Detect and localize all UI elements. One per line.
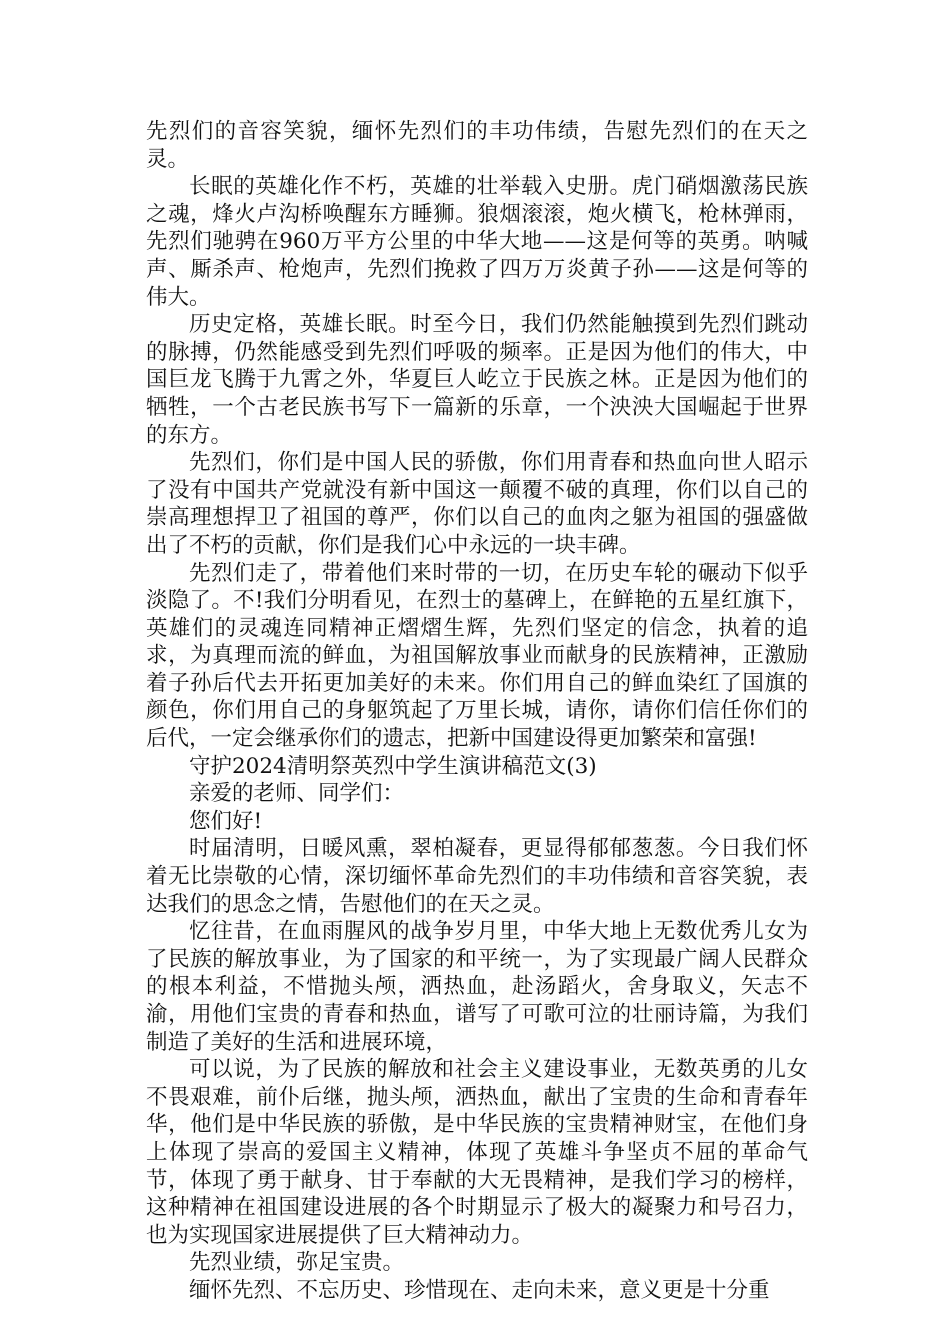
paragraph-martyrs-left: 先烈们走了，带着他们来时带的一切，在历史车轮的碾动下似乎淡隐了。不!我们分明看见，在烈士的墓碑上，在鲜艳的五星红旗下，英雄们的灵魂连同精神正熠熠生辉，先烈们坚定的信念，执着的追求，为真理而流的鲜血，为祖国解放事业而献身的民族精神，正激励着子孙后代去开拓更加美好的未来。你们用自己的鲜血染红了国旗的颜色，你们用自己的身躯筑起了万里长城，请你，请你们信任你们的后代，一定会继承你们的遗志，把新中国建设得更加繁荣和富强! (146, 560, 808, 752)
paragraph-precious-deeds: 先烈业绩，弥足宝贵。 (189, 1250, 405, 1276)
paragraph-pride-of-people: 先烈们，你们是中国人民的骄傲，你们用青春和热血向世人昭示了没有中国共产党就没有新中国这一颠覆不破的真理，你们以自己的崇高理想捍卫了祖国的尊严，你们以自己的血肉之躯为祖国的强盛做出了不朽的贡献，你们是我们心中永远的一块丰碑。 (146, 450, 808, 558)
paragraph-heroes-immortal: 长眠的英雄化作不朽，英雄的壮举载入史册。虎门硝烟激荡民族之魂，烽火卢沟桥唤醒东方睡狮。狼烟滚滚，炮火横飞，枪林弹雨，先烈们驰骋在960万平方公里的中华大地——这是何等的英勇。呐喊声、厮杀声、枪炮声，先烈们挽救了四万万炎黄子孙——这是何等的伟大。 (146, 174, 808, 310)
section-title: 守护2024清明祭英烈中学生演讲稿范文(3) (189, 753, 597, 779)
paragraph-remember: 缅怀先烈、不忘历史、珍惜现在、走向未来，意义更是十分重 (189, 1277, 770, 1303)
paragraph-recall-past: 忆往昔，在血雨腥风的战争岁月里，中华大地上无数优秀儿女为了民族的解放事业，为了国家的和平统一，为了实现最广阔人民群众的根本利益，不惜抛头颅，洒热血，赴汤蹈火，舍身取义，矢志不渝，用他们宝贵的青春和热血，谱写了可歌可泣的壮丽诗篇，为我们制造了美好的生活和进展环境， (146, 919, 808, 1055)
paragraph-it-can-be-said: 可以说，为了民族的解放和社会主义建设事业，无数英勇的儿女不畏艰难，前仆后继，抛头颅，洒热血，献出了宝贵的生命和青春年华，他们是中华民族的骄傲，是中华民族的宝贵精神财宝，在他们身上体现了崇高的爱国主义精神，体现了英雄斗争坚贞不屈的革命气节，体现了勇于献身、甘于奉献的大无畏精神，是我们学习的榜样，这种精神在祖国建设进展的各个时期显示了极大的凝聚力和号召力，也为实现国家进展提供了巨大精神动力。 (146, 1057, 808, 1248)
document-body (146, 118, 808, 1305)
salutation: 亲爱的老师、同学们： (189, 781, 405, 807)
paragraph-continuation: 先烈们的音容笑貌，缅怀先烈们的丰功伟绩，告慰先烈们的在天之灵。 (146, 119, 808, 172)
greeting: 您们好! (189, 808, 263, 834)
paragraph-history-frozen: 历史定格，英雄长眠。时至今日，我们仍然能触摸到先烈们跳动的脉搏，仍然能感受到先烈们呼吸的频率。正是因为他们的伟大，中国巨龙飞腾于九霄之外，华夏巨人屹立于民族之林。正是因为他们的牺牲，一个古老民族书写下一篇新的乐章，一个泱泱大国崛起于世界的东方。 (146, 312, 808, 448)
paragraph-qingming: 时届清明，日暖风熏，翠柏凝春，更显得郁郁葱葱。今日我们怀着无比崇敬的心情，深切缅怀革命先烈们的丰功伟绩和音容笑貌，表达我们的思念之情，告慰他们的在天之灵。 (146, 836, 808, 917)
